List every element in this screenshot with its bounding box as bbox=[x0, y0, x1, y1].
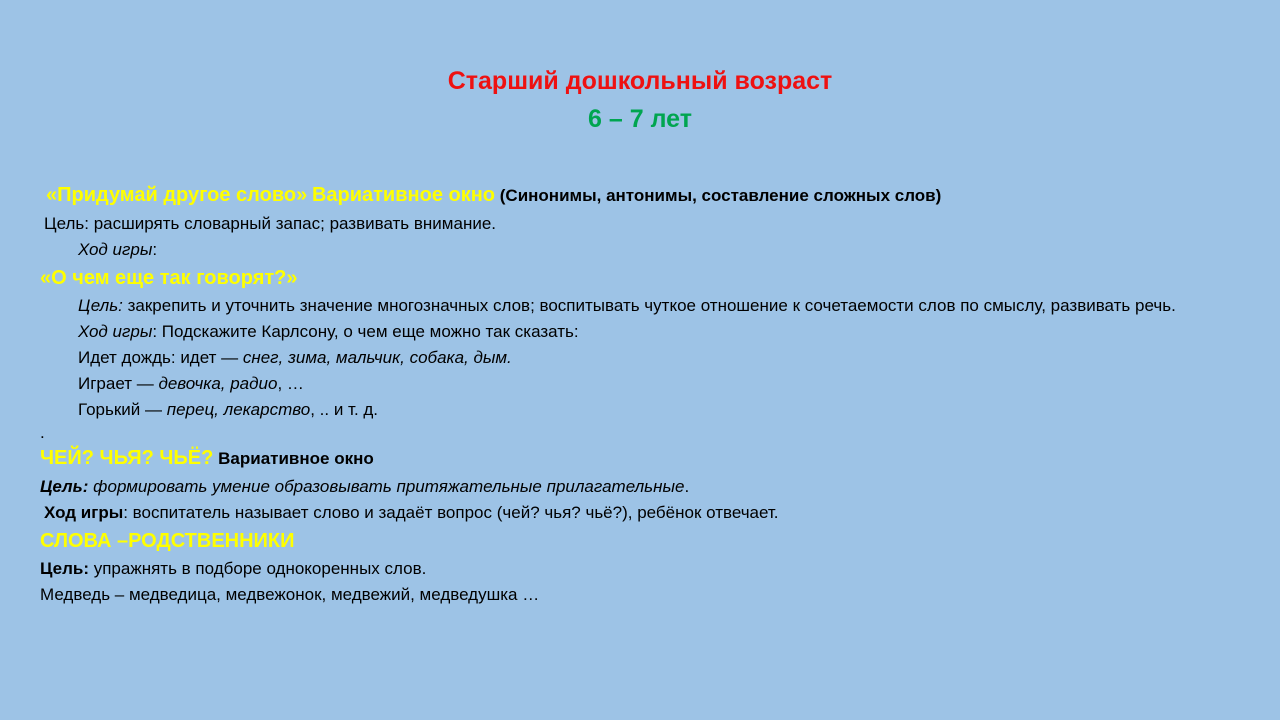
game1-course-colon: : bbox=[152, 240, 158, 259]
game2-example-2 bbox=[40, 371, 1200, 397]
game1-course-label: Ход игры bbox=[78, 240, 153, 259]
game1-note: (Синонимы, антонимы, составление сложных слов) bbox=[499, 186, 942, 205]
game4-goal-label: Цель: bbox=[40, 559, 89, 578]
game1-course bbox=[40, 237, 1200, 263]
game2-example-1 bbox=[40, 345, 1200, 371]
game1-name: «Придумай другое слово» bbox=[46, 184, 308, 206]
game1-heading bbox=[40, 180, 1200, 211]
game2-goal bbox=[40, 293, 1200, 319]
game2-dot: . bbox=[40, 423, 45, 442]
game3-goal-label: Цель: bbox=[40, 477, 89, 496]
game2-example-1-plain: Идет дождь: идет — bbox=[78, 348, 243, 367]
game2-example-1-words: снег, зима, мальчик, собака, дым. bbox=[242, 348, 512, 367]
game4-goal bbox=[40, 556, 1200, 582]
game4-name: СЛОВА –РОДСТВЕННИКИ bbox=[40, 530, 295, 552]
game2-example-3-tail: , .. и т. д. bbox=[310, 400, 379, 419]
game2-example-2-plain: Играет — bbox=[78, 374, 159, 393]
game2-example-2-tail: , … bbox=[277, 374, 304, 393]
game3-course bbox=[40, 500, 1200, 526]
game3-goal bbox=[40, 474, 1200, 500]
game3-goal-text: формировать умение образовывать притяжательные прилагательные bbox=[88, 477, 685, 496]
game2-name: «О чем еще так говорят?» bbox=[40, 267, 298, 289]
game2-example-2-words: девочка, радио bbox=[158, 374, 278, 393]
game2-example-3 bbox=[40, 397, 1200, 423]
game3-course-text: : воспитатель называет слово и задаёт вопрос (чей? чья? чьё?), ребёнок отвечает. bbox=[123, 503, 779, 522]
game2-example-3-words: перец, лекарство bbox=[166, 400, 311, 419]
game2-course-label: Ход игры bbox=[78, 322, 153, 341]
slide-header bbox=[0, 64, 1280, 136]
game4-goal-text: упражнять в подборе однокоренных слов. bbox=[89, 559, 427, 578]
game3-variant: Вариативное окно bbox=[218, 449, 374, 468]
game3-heading bbox=[40, 443, 1200, 474]
game3-name: ЧЕЙ? ЧЬЯ? ЧЬЁ? bbox=[40, 447, 214, 469]
game2-example-3-plain: Горький — bbox=[78, 400, 167, 419]
game1-variant: Вариативное окно bbox=[311, 184, 496, 206]
age-subtitle: 6 – 7 лет bbox=[588, 105, 692, 133]
game2-goal-label: Цель: bbox=[78, 296, 123, 315]
slide-title: Старший дошкольный возраст bbox=[447, 67, 833, 95]
game3-course-label: Ход игры bbox=[44, 503, 124, 522]
game3-goal-end: . bbox=[684, 477, 690, 496]
game1-goal: Цель: расширять словарный запас; развивать внимание. bbox=[44, 214, 497, 233]
game4-example: Медведь – медведица, медвежонок, медвежий, медведушка … bbox=[40, 585, 540, 604]
slide-content bbox=[40, 180, 1200, 608]
game2-course bbox=[40, 319, 1200, 345]
game2-course-text: : Подскажите Карлсону, о чем еще можно так сказать: bbox=[152, 322, 579, 341]
game2-goal-text: закрепить и уточнить значение многозначных слов; воспитывать чуткое отношение к сочетаемости слов по смыслу, развивать речь. bbox=[122, 296, 1176, 315]
